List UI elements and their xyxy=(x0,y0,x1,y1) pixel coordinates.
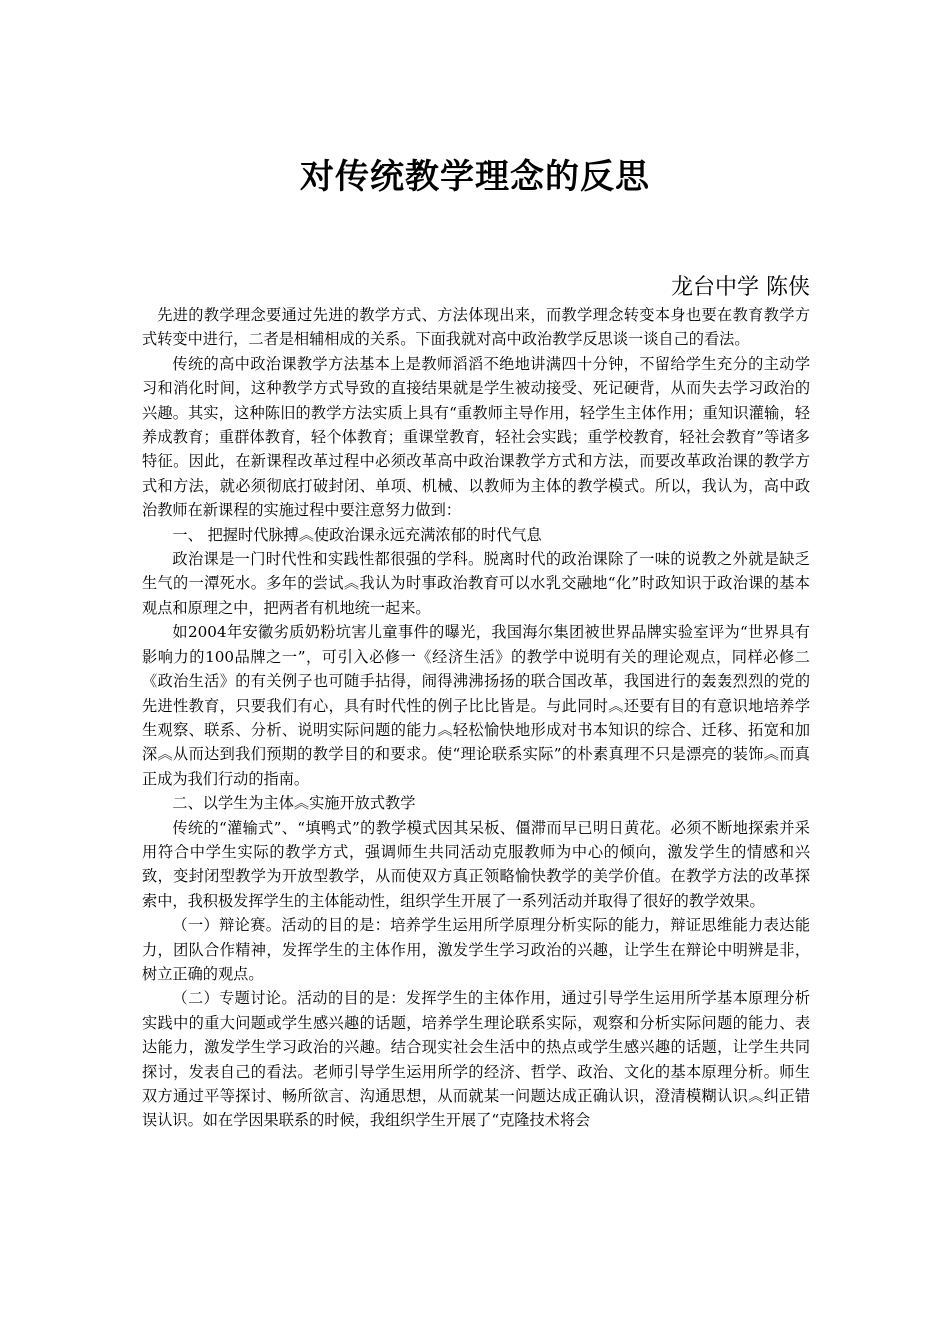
document-body xyxy=(142,303,810,1133)
paragraph: 传统的高中政治课教学方法基本上是教师滔滔不绝地讲满四十分钟，不留给学生充分的主动学习和消化时间，这种教学方式导致的直接结果就是学生被动接受、死记硬背，从而失去学习政治的兴趣。其实，这种陈旧的教学方法实质上具有“重教师主导作用，轻学生主体作用；重知识灌输，轻养成教育；重群体教育，轻个体教育；重课堂教育，轻社会实践；重学校教育，轻社会教育”等诸多特征。因此，在新课程改革过程中必须改革高中政治课教学方式和方法，而要改革政治课的教学方式和方法，就必须彻底打破封闭、单项、机械、以教师为主体的教学模式。所以，我认为，高中政治教师在新课程的实施过程中要注意努力做到： xyxy=(142,354,810,520)
section-heading-1: 一、 把握时代脉搏︽使政治课永远充满浓郁的时代气息 xyxy=(172,525,542,544)
document-title: 对传统教学理念的反思 xyxy=(300,157,650,197)
paragraph-discussion: （二）专题讨论。活动的目的是：发挥学生的主体作用，通过引导学生运用所学基本原理分析实践中的重大问题或学生感兴趣的话题，培养学生理论联系实际，观察和分析实际问题的能力、表达能力，激发学生学习政治的兴趣。结合现实社会生活中的热点或学生感兴趣的话题，让学生共同探讨，发表自己的看法。老师引导学生运用所学的经济、哲学、政治、文化的基本原理分析。师生双方通过平等探讨、畅所欲言、沟通思想，从而就某一问题达成正确认识，澄清模糊认识︽纠正错误认识。如在学因果联系的时候，我组织学生开展了“克隆技术将会 xyxy=(142,989,810,1130)
paragraph-intro: 先进的教学理念要通过先进的教学方式、方法体现出来，而教学理念转变本身也要在教育教学方式转变中进行，二者是相辅相成的关系。下面我就对高中政治教学反思谈一谈自己的看法。 xyxy=(142,306,810,349)
author-line: 龙台中学 陈侠 xyxy=(671,275,810,300)
section-heading-2: 二、以学生为主体︽实施开放式教学 xyxy=(172,794,416,813)
paragraph-debate: （一）辩论赛。活动的目的是：培养学生运用所学原理分析实际的能力，辩证思维能力表达能力，团队合作精神，发挥学生的主体作用，激发学生学习政治的兴趣，让学生在辩论中明辨是非，树立正确的观点。 xyxy=(142,916,810,983)
paragraph: 如2004年安徽劣质奶粉坑害儿童事件的曝光，我国海尔集团被世界品牌实验室评为“世界具有影响力的100品牌之一”，可引入必修一《经济生活》的教学中说明有关的理论观点，同样必修二《政治生活》的有关例子也可随手拈得，闹得沸沸扬扬的联合国改革，我国进行的轰轰烈烈的党的先进性教育，只要我们有心，具有时代性的例子比比皆是。与此同时︽还要有目的有意识地培养学生观察、联系、分析、说明实际问题的能力︽轻松愉快地形成对书本知识的综合、迁移、拓宽和加深︽从而达到我们预期的教学目的和要求。使“理论联系实际”的朴素真理不只是漂亮的装饰︽而真正成为我们行动的指南。 xyxy=(142,623,810,788)
paragraph: 政治课是一门时代性和实践性都很强的学科。脱离时代的政治课除了一味的说教之外就是缺乏生气的一潭死水。多年的尝试︽我认为时事政治教育可以水乳交融地“化”时政知识于政治课的基本观点和原理之中，把两者有机地统一起来。 xyxy=(142,550,810,617)
paragraph: 传统的“灌输式”、“填鸭式”的教学模式因其呆板、僵滞而早已明日黄花。必须不断地探索并采用符合中学生实际的教学方式，强调师生共同活动克服教师为中心的倾向，激发学生的情感和兴致，变封闭型教学为开放型教学，从而使双方真正领略愉快教学的美学价值。在教学方法的改革探索中，我积极发挥学生的主体能动性，组织学生开展了一系列活动并取得了很好的教学效果。 xyxy=(142,818,810,910)
